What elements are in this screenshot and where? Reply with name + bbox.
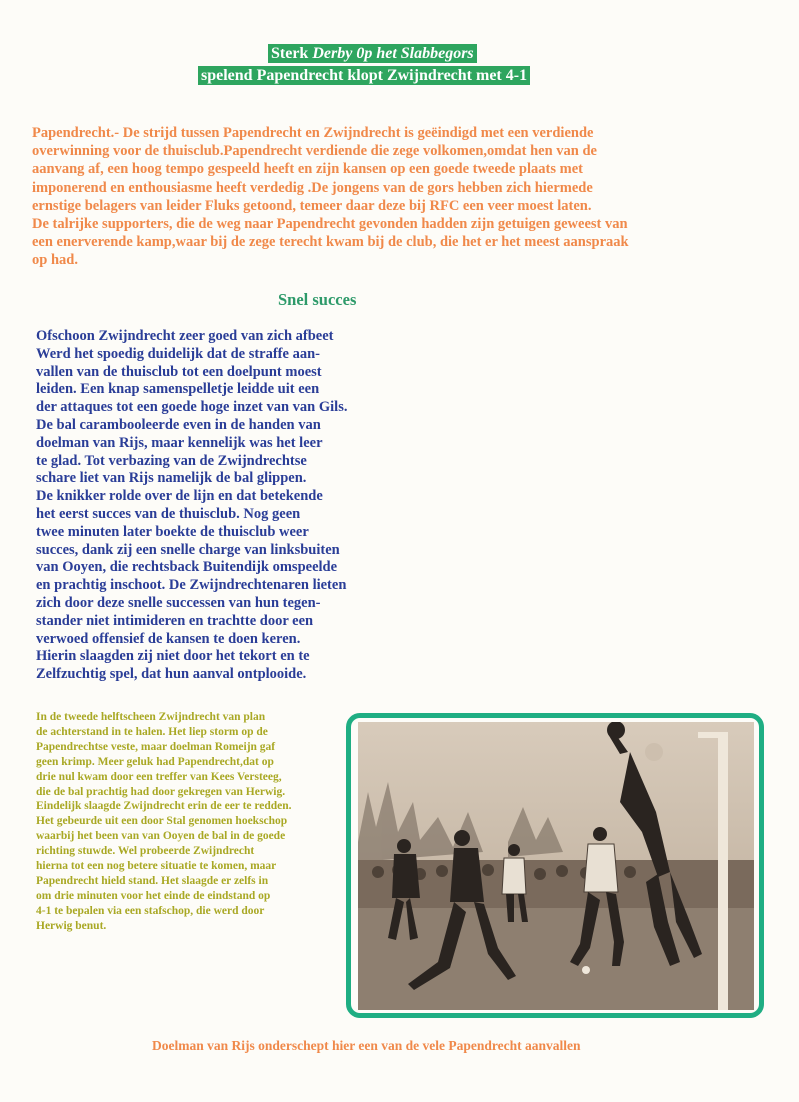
body-blue-line: succes, dank zij een snelle charge van linksbuiten	[36, 541, 340, 558]
intro-line: ernstige belagers van leider Fluks getoond, temeer daar deze bij RFC een veer moest laten.	[32, 197, 592, 214]
body-olive-line: hierna tot een nog betere situatie te komen, maar	[36, 860, 277, 873]
body-blue-line: doelman van Rijs, maar kennelijk was het leer	[36, 434, 323, 451]
body-blue-line: Zelfzuchtig spel, dat hun aanval ontplooide.	[36, 666, 307, 683]
body-blue-line: stander niet intimideren en trachtte door een	[36, 612, 314, 629]
body-blue-line: zich door deze snelle successen van hun tegen-	[36, 594, 321, 611]
body-paragraph-blue	[36, 328, 476, 684]
body-blue-line: verwoed offensief de kansen te doen keren.	[36, 630, 301, 647]
headline-prefix: Sterk	[271, 45, 313, 62]
body-blue-line: der attaques tot een goede hoge inzet van van Gils.	[36, 399, 348, 416]
body-blue-line: Werd het spoedig duidelijk dat de straffe aan-	[36, 345, 320, 362]
body-olive-line: Papendrechtse veste, maar doelman Romeijn gaf	[36, 740, 276, 753]
intro-line: op had.	[32, 252, 78, 269]
football-photo-illustration	[358, 722, 754, 1010]
body-blue-line: De bal carambooleerde even in de handen van	[36, 416, 321, 433]
headline-line-1	[268, 44, 477, 63]
body-olive-line: In de tweede helftscheen Zwijndrecht van plan	[36, 711, 266, 723]
body-olive-line: Herwig benut.	[36, 919, 107, 932]
section-subheading: Snel succes	[278, 290, 357, 309]
body-blue-line: Hierin slaagden zij niet door het tekort en te	[36, 648, 310, 665]
intro-line: Papendrecht.- De strijd tussen Papendrecht en Zwijndrecht is geëindigd met een verdiende	[32, 125, 594, 141]
body-olive-line: om drie minuten voor het einde de eindstand op	[36, 889, 271, 902]
headline-italic: Derby 0p het Slabbegors	[312, 45, 474, 62]
body-olive-line: Het gebeurde uit een door Stal genomen hoekschop	[36, 815, 288, 828]
body-olive-line: die de bal prachtig had door gekregen van Herwig.	[36, 785, 286, 798]
intro-line: overwinning voor de thuisclub.Papendrecht verdiende die zege volkomen,omdat hen van de	[32, 143, 597, 160]
body-olive-line: geen krimp. Meer geluk had Papendrecht,dat op	[36, 755, 274, 768]
intro-line: een enerverende kamp,waar bij de zege terecht kwam bij de club, die het er het meest aanspraak	[32, 234, 629, 251]
body-blue-line: te glad. Tot verbazing van de Zwijndrechtse	[36, 452, 307, 469]
photo-caption: Doelman van Rijs onderschept hier een van de vele Papendrecht aanvallen	[152, 1038, 581, 1053]
body-blue-line: en prachtig inschoot. De Zwijndrechtenaren lieten	[36, 577, 347, 594]
body-blue-line: schare liet van Rijs namelijk de bal glippen.	[36, 470, 307, 487]
body-paragraph-olive	[36, 710, 336, 934]
body-olive-line: Papendrecht hield stand. Het slaagde er zelfs in	[36, 874, 269, 887]
body-olive-line: de achterstand in te halen. Het liep storm op de	[36, 725, 268, 738]
body-olive-line: Eindelijk slaagde Zwijndrecht erin de eer te redden.	[36, 800, 292, 813]
body-blue-line: van Ooyen, die rechtsback Buitendijk omspeelde	[36, 559, 338, 576]
body-olive-line: 4-1 te bepalen via een stafschop, die werd door	[36, 904, 265, 917]
intro-line: De talrijke supporters, die de weg naar Papendrecht gevonden hadden zijn getuigen geweest van	[32, 216, 628, 233]
body-blue-line: twee minuten later boekte de thuisclub weer	[36, 523, 309, 540]
intro-line: aanvang af, een hoog tempo gespeeld heeft en zijn kansen op een goede tweede plaats met	[32, 161, 583, 178]
body-blue-line: leiden. Een knap samenspelletje leidde uit een	[36, 381, 320, 398]
body-blue-line: vallen van de thuisclub tot een doelpunt moest	[36, 363, 322, 380]
intro-paragraph	[32, 124, 772, 270]
match-photo	[358, 722, 754, 1010]
body-olive-line: richting stuwde. Wel probeerde Zwijndrecht	[36, 845, 255, 858]
body-olive-line: drie nul kwam door een treffer van Kees Versteeg,	[36, 770, 282, 783]
body-blue-line: De knikker rolde over de lijn en dat betekende	[36, 488, 323, 505]
intro-line: imponerend en enthousiasme heeft verdedig .De jongens van de gors hebben zich hiermede	[32, 179, 593, 196]
headline-line-2: spelend Papendrecht klopt Zwijndrecht met 4-1	[198, 66, 530, 85]
body-blue-line: Ofschoon Zwijndrecht zeer goed van zich afbeet	[36, 328, 334, 344]
body-blue-line: het eerst succes van de thuisclub. Nog geen	[36, 505, 301, 522]
body-olive-line: waarbij het been van van Ooyen de bal in de goede	[36, 830, 286, 843]
